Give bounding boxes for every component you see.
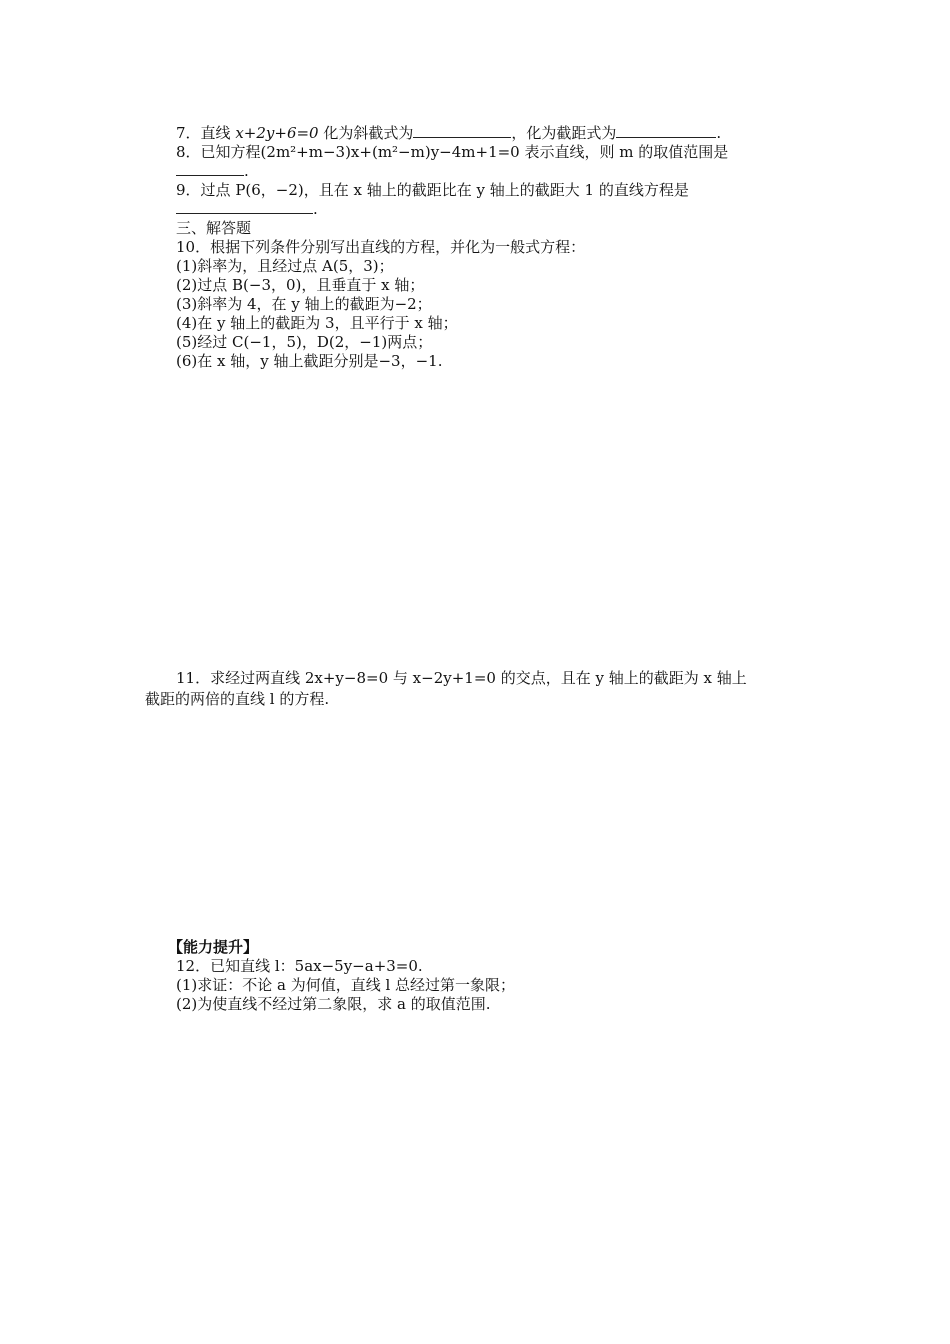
- problem-12-item-2: (2)为使直线不经过第二象限，求 a 的取值范围.: [176, 995, 491, 1013]
- problem-11-line-2: 截距的两倍的直线 l 的方程.: [145, 690, 330, 708]
- problem-9-end: .: [313, 200, 318, 218]
- problem-8-number: 8．: [176, 143, 201, 161]
- problem-8: [176, 143, 728, 162]
- problem-7-equation: x+2y+6=0: [235, 124, 319, 142]
- ability-section-title: 【能力提升】: [168, 938, 259, 956]
- problem-7-number: 7．: [176, 124, 201, 142]
- problem-7-text-b: 化为斜截式为: [318, 124, 414, 142]
- problem-9-number: 9．: [176, 181, 201, 199]
- problem-9: [176, 181, 689, 200]
- answer-blank-9[interactable]: [176, 200, 313, 214]
- problem-10-item-1: (1)斜率为，且经过点 A(5，3)；: [176, 257, 394, 275]
- problem-7: [176, 124, 721, 143]
- problem-10-item-3: (3)斜率为 4，在 y 轴上的截距为−2；: [176, 295, 432, 313]
- problem-10-item-5: (5)经过 C(−1，5)，D(2，−1)两点；: [176, 333, 433, 351]
- problem-10-item-6: (6)在 x 轴，y 轴上截距分别是−3，−1.: [176, 352, 443, 370]
- problem-10-item-4: (4)在 y 轴上的截距为 3，且平行于 x 轴；: [176, 314, 458, 332]
- problem-8-text: 已知方程(2m²+m−3)x+(m²−m)y−4m+1=0 表示直线，则 m 的取值范围是: [200, 143, 729, 161]
- problem-9-text: 过点 P(6，−2)，且在 x 轴上的截距比在 y 轴上的截距大 1 的直线方程是: [200, 181, 689, 199]
- section-title-answers: 三、解答题: [176, 219, 252, 237]
- problem-7-text-a: 直线: [200, 124, 236, 142]
- problem-12-item-1: (1)求证：不论 a 为何值，直线 l 总经过第一象限；: [176, 976, 516, 994]
- answer-blank-7b[interactable]: [616, 124, 716, 138]
- problem-11-line-1: 11．求经过两直线 2x+y−8=0 与 x−2y+1=0 的交点，且在 y 轴上的截距为 x 轴上: [176, 669, 747, 687]
- answer-blank-7a[interactable]: [413, 124, 511, 138]
- problem-7-end: .: [716, 124, 722, 142]
- answer-blank-8[interactable]: [176, 162, 244, 176]
- problem-7-text-c: ，化为截距式为: [511, 124, 617, 142]
- problem-10-stem: 10．根据下列条件分别写出直线的方程，并化为一般式方程：: [176, 238, 586, 256]
- problem-8-answer-line: [176, 162, 249, 181]
- problem-10-item-2: (2)过点 B(−3，0)，且垂直于 x 轴；: [176, 276, 425, 294]
- problem-8-end: .: [244, 162, 249, 180]
- problem-12-stem: 12．已知直线 l：5ax−5y−a+3=0.: [176, 957, 423, 975]
- problem-9-answer-line: [176, 200, 318, 219]
